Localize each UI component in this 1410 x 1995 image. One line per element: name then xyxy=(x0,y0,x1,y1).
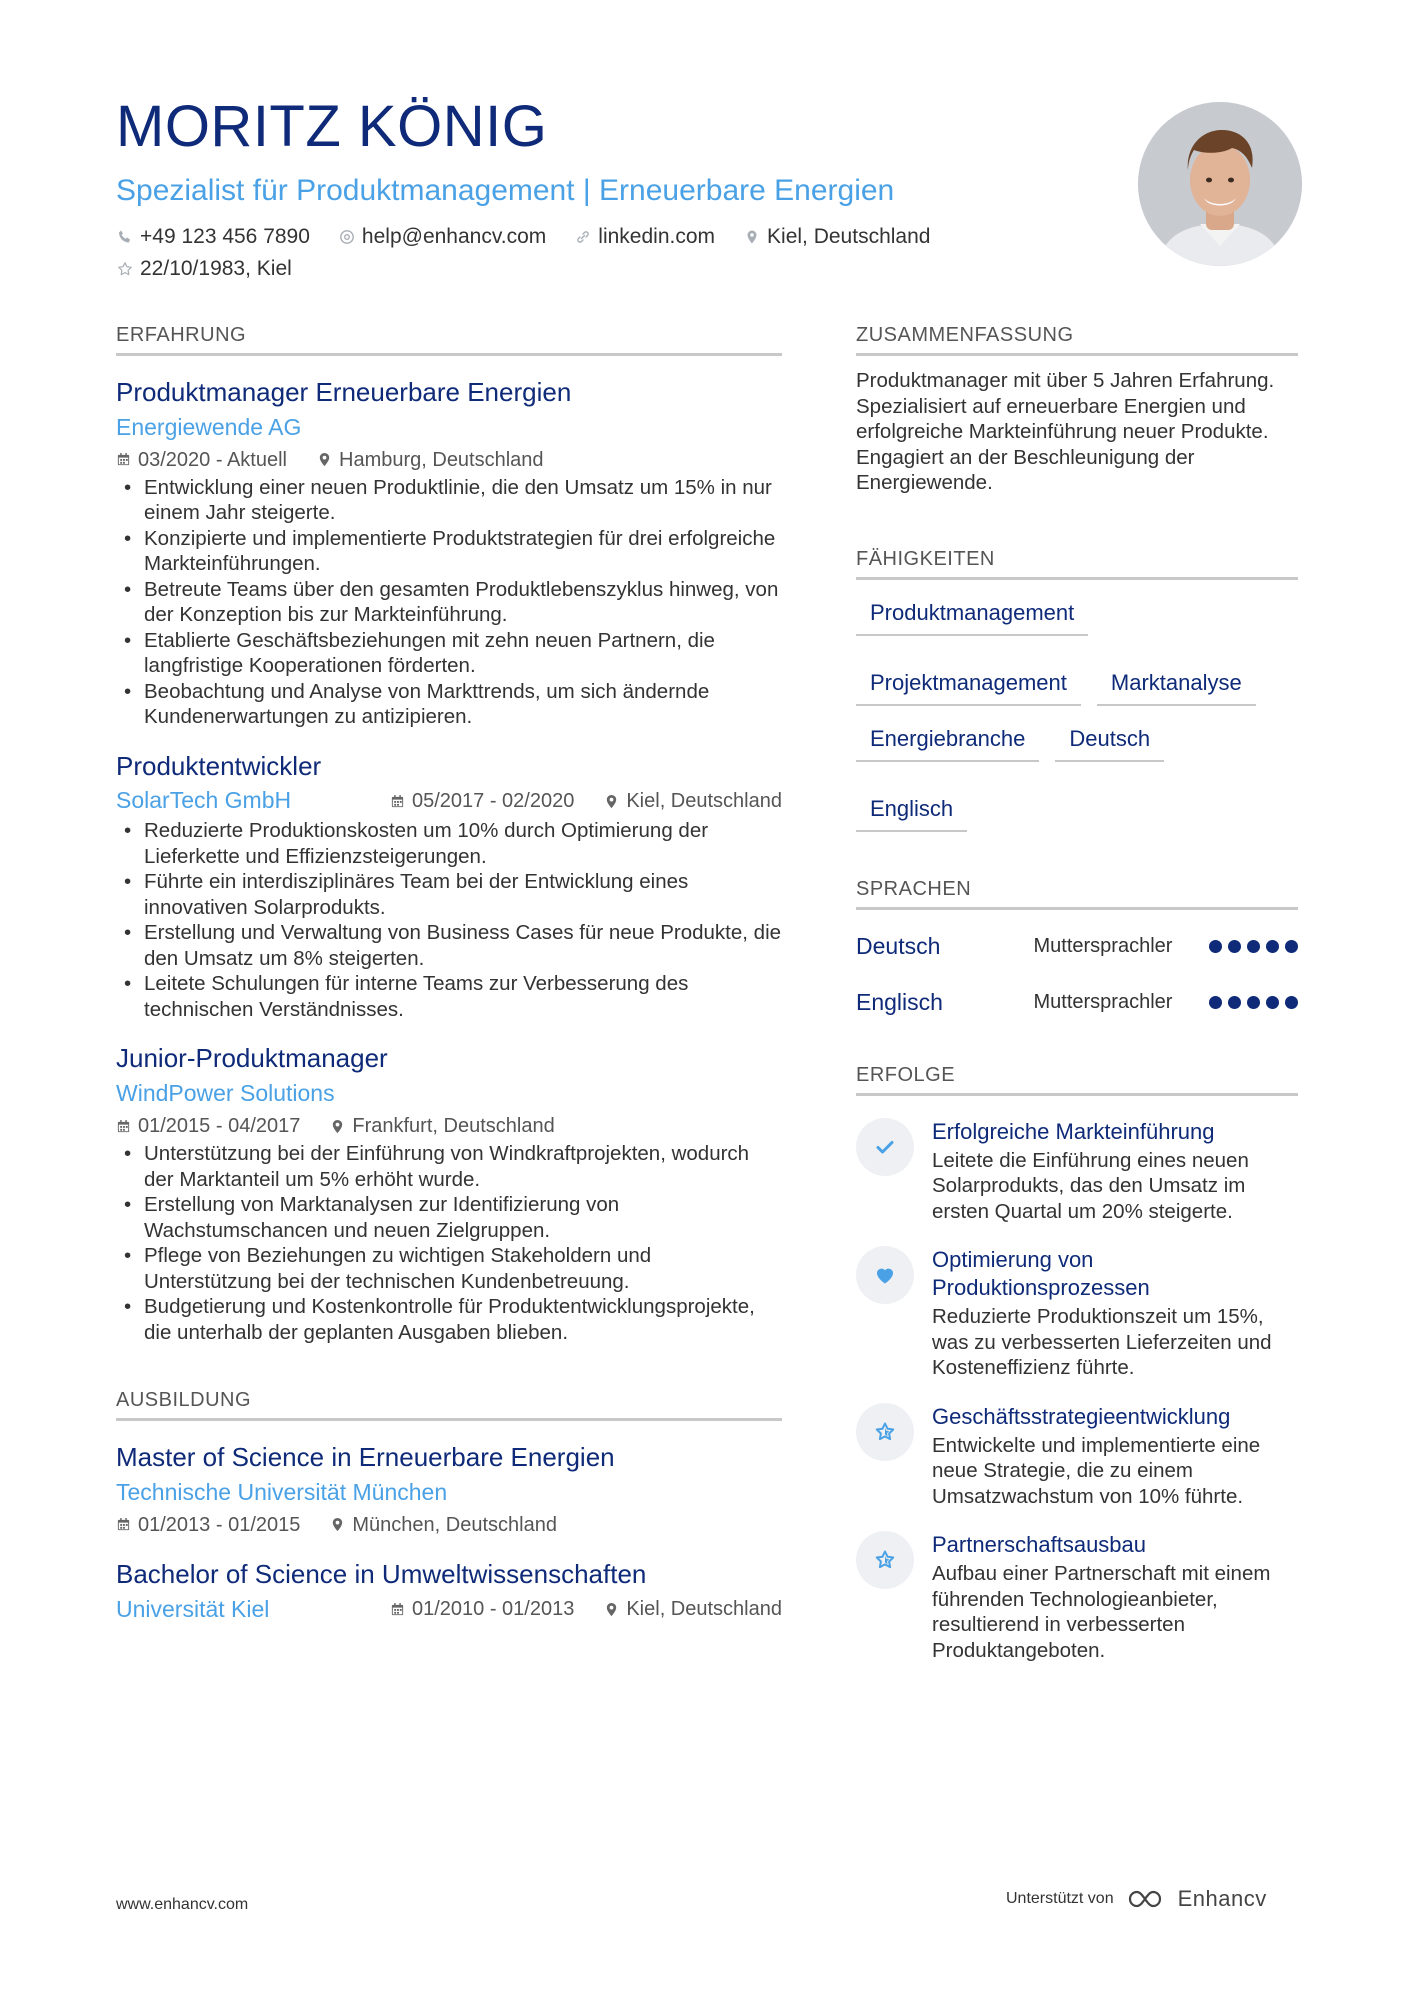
language-name: Englisch xyxy=(856,989,943,1015)
rating-dot xyxy=(1209,996,1222,1009)
star-icon xyxy=(856,1531,914,1589)
phone-text: +49 123 456 7890 xyxy=(140,225,310,248)
candidate-name: MORITZ KÖNIG xyxy=(116,94,548,159)
skills-heading: FÄHIGKEITEN xyxy=(856,548,1298,580)
rating-dot xyxy=(1285,940,1298,953)
achievement-description: Aufbau einer Partnerschaft mit einem führenden Technologieanbieter, resultierend in verbesserten Produktangeboten. xyxy=(932,1562,1271,1662)
education-dates-text: 01/2013 - 01/2015 xyxy=(138,1513,301,1536)
calendar-icon xyxy=(116,1517,131,1532)
job-location-text: Frankfurt, Deutschland xyxy=(352,1115,555,1138)
achievement-item xyxy=(856,1246,1298,1381)
company-name: Energiewende AG xyxy=(116,413,302,440)
education-entry xyxy=(116,1441,782,1538)
education-dates-text: 01/2010 - 01/2013 xyxy=(411,1598,575,1621)
job-bullets xyxy=(116,475,782,730)
brand-logo xyxy=(1126,1886,1267,1912)
language-level: Muttersprachler xyxy=(1033,935,1173,957)
company-name: WindPower Solutions xyxy=(116,1080,335,1107)
job-dates xyxy=(116,447,287,473)
job-entry xyxy=(116,1042,782,1345)
experience-heading: ERFAHRUNG xyxy=(116,324,782,356)
header xyxy=(116,94,1116,281)
job-dates-text: 05/2017 - 02/2020 xyxy=(411,790,575,813)
skill-tag: Englisch xyxy=(856,790,967,832)
location-text: Kiel, Deutschland xyxy=(767,225,931,248)
skills-list xyxy=(856,594,1298,832)
check-icon xyxy=(856,1118,914,1176)
location-pin-icon xyxy=(743,228,761,246)
job-bullet: • Reduzierte Produktionskosten um 10% durch Optimierung der Lieferkette und Effizienzsteigerungen. xyxy=(116,818,782,869)
languages-heading: SPRACHEN xyxy=(856,878,1298,910)
achievement-title: Geschäftsstrategieentwicklung xyxy=(932,1403,1231,1429)
left-column xyxy=(116,324,782,1624)
language-rating xyxy=(1209,996,1298,1009)
achievement-body xyxy=(932,1403,1298,1510)
language-name: Deutsch xyxy=(856,933,941,959)
job-dates-text: 01/2015 - 04/2017 xyxy=(138,1115,301,1138)
job-title: Produktentwickler xyxy=(116,750,322,781)
company-name: SolarTech GmbH xyxy=(116,787,292,814)
job-dates xyxy=(116,1113,300,1139)
job-entry xyxy=(116,750,782,1023)
job-meta xyxy=(116,447,782,473)
job-bullet: • Leitete Schulungen für interne Teams zur Verbesserung des technischen Verständnisses. xyxy=(116,971,782,1022)
job-location xyxy=(604,788,782,814)
school-name: Technische Universität München xyxy=(116,1478,448,1505)
education-heading: AUSBILDUNG xyxy=(116,1389,782,1421)
job-bullet: • Entwicklung einer neuen Produktlinie, die den Umsatz um 15% in nur einem Jahr steigerte. xyxy=(116,475,782,526)
contact-birth xyxy=(116,257,292,281)
summary-heading: ZUSAMMENFASSUNG xyxy=(856,324,1298,356)
job-location-text: Hamburg, Deutschland xyxy=(339,448,544,471)
footer-branding[interactable] xyxy=(1006,1886,1267,1912)
at-icon xyxy=(338,228,356,246)
achievement-title: Partnerschaftsausbau xyxy=(932,1532,1147,1557)
powered-by-text: Unterstützt von xyxy=(1006,1890,1114,1907)
star-icon xyxy=(856,1403,914,1461)
job-bullet: • Etablierte Geschäftsbeziehungen mit zehn neuen Partnern, die langfristige Kooperationen förderten. xyxy=(116,628,782,679)
contact-email[interactable] xyxy=(338,225,546,249)
rating-dot xyxy=(1209,940,1222,953)
achievement-item xyxy=(856,1118,1298,1225)
achievement-title: Erfolgreiche Markteinführung xyxy=(932,1118,1215,1144)
education-meta xyxy=(390,1596,782,1622)
education-location-text: München, Deutschland xyxy=(352,1513,557,1536)
job-bullet: • Unterstützung bei der Einführung von Windkraftprojekten, wodurch der Marktanteil um 5% erhöht wurde. xyxy=(116,1141,782,1192)
location-pin-icon xyxy=(330,1119,345,1134)
education-school-row xyxy=(116,1595,782,1625)
candidate-role: Spezialist für Produktmanagement | Erneuerbare Energien xyxy=(116,174,895,207)
brand-name: Enhancv xyxy=(1177,1886,1267,1911)
contact-list xyxy=(116,225,1016,281)
location-pin-icon xyxy=(604,794,619,809)
school-name: Universität Kiel xyxy=(116,1595,270,1622)
achievement-body xyxy=(932,1118,1298,1225)
star-outline-icon xyxy=(116,260,134,278)
job-meta xyxy=(116,1113,782,1139)
location-pin-icon xyxy=(604,1602,619,1617)
footer-website[interactable]: www.enhancv.com xyxy=(116,1896,249,1913)
heart-icon xyxy=(856,1246,914,1304)
rating-dot xyxy=(1285,996,1298,1009)
right-column xyxy=(856,324,1298,1663)
rating-dot xyxy=(1228,996,1241,1009)
job-bullet: • Pflege von Beziehungen zu wichtigen Stakeholdern und Unterstützung bei der technischen Kundenbetreuung. xyxy=(116,1243,782,1294)
job-bullet: • Beobachtung und Analyse von Markttrends, um sich ändernde Kundenerwartungen zu antizipieren. xyxy=(116,679,782,730)
achievement-title: Optimierung von Produktionsprozessen xyxy=(932,1247,1150,1300)
calendar-icon xyxy=(116,1119,131,1134)
rating-dot xyxy=(1266,940,1279,953)
summary-text: Produktmanager mit über 5 Jahren Erfahrung. Spezialisiert auf erneuerbare Energien und erfolgreiche Markteinführung neuer Produkte. Engagiert an der Beschleunigung der Energiewende. xyxy=(856,369,1275,494)
rating-dot xyxy=(1228,940,1241,953)
education-dates xyxy=(116,1512,300,1538)
job-bullet: • Budgetierung und Kostenkontrolle für Produktentwicklungsprojekte, die unterhalb der geplanten Ausgaben blieben. xyxy=(116,1294,782,1345)
job-title: Junior-Produktmanager xyxy=(116,1043,388,1074)
skill-tag: Projektmanagement xyxy=(856,664,1081,706)
achievement-body xyxy=(932,1531,1298,1663)
education-meta xyxy=(116,1512,782,1538)
job-bullet: • Erstellung von Marktanalysen zur Identifizierung von Wachstumschancen und neuen Zielgruppen. xyxy=(116,1192,782,1243)
job-company-row xyxy=(116,786,782,816)
email-text: help@enhancv.com xyxy=(361,225,547,248)
achievement-item xyxy=(856,1403,1298,1510)
job-bullet: • Betreute Teams über den gesamten Produktlebenszyklus hinweg, von der Konzeption bis zur Markteinführung. xyxy=(116,577,782,628)
link-icon xyxy=(574,228,592,246)
profile-photo xyxy=(1138,102,1302,266)
skill-tag: Marktanalyse xyxy=(1097,664,1256,706)
language-rating xyxy=(1209,940,1298,953)
degree-title: Master of Science in Erneuerbare Energien xyxy=(116,1442,615,1473)
achievements-heading: ERFOLGE xyxy=(856,1064,1298,1096)
education-location xyxy=(604,1596,782,1622)
linkedin-text: linkedin.com xyxy=(598,225,716,248)
degree-title: Bachelor of Science in Umweltwissenschaften xyxy=(116,1558,647,1589)
job-bullet: • Konzipierte und implementierte Produktstrategien für drei erfolgreiche Markteinführungen. xyxy=(116,526,782,577)
achievement-description: Reduzierte Produktionszeit um 15%, was zu verbesserten Lieferzeiten und Kosteneffizienz führte. xyxy=(932,1305,1272,1379)
calendar-icon xyxy=(390,794,405,809)
job-dates xyxy=(390,788,574,814)
avatar-illustration xyxy=(1138,102,1302,266)
calendar-icon xyxy=(116,452,131,467)
job-meta xyxy=(390,788,782,814)
job-location xyxy=(330,1113,554,1139)
job-bullets xyxy=(116,1141,782,1345)
job-location-text: Kiel, Deutschland xyxy=(626,790,782,813)
achievement-description: Entwickelte und implementierte eine neue Strategie, die zu einem Umsatzwachstum von 10% führte. xyxy=(932,1433,1261,1508)
education-entry xyxy=(116,1558,782,1625)
education-location xyxy=(330,1512,557,1538)
language-row xyxy=(856,928,1298,966)
achievement-item xyxy=(856,1531,1298,1663)
location-pin-icon xyxy=(330,1517,345,1532)
job-entry xyxy=(116,376,782,730)
rating-dot xyxy=(1247,940,1260,953)
contact-linkedin[interactable] xyxy=(574,225,715,249)
education-dates xyxy=(390,1596,574,1622)
education-location-text: Kiel, Deutschland xyxy=(626,1598,782,1621)
language-row xyxy=(856,984,1298,1022)
enhancv-logo-icon xyxy=(1126,1887,1170,1911)
rating-dot xyxy=(1266,996,1279,1009)
skill-tag: Produktmanagement xyxy=(856,594,1088,636)
skill-tag: Deutsch xyxy=(1055,720,1164,762)
rating-dot xyxy=(1247,996,1260,1009)
job-title: Produktmanager Erneuerbare Energien xyxy=(116,377,572,407)
job-bullet: • Erstellung und Verwaltung von Business Cases für neue Produkte, die den Umsatz um 8% steigerten. xyxy=(116,920,782,971)
location-pin-icon xyxy=(317,452,332,467)
skill-tag: Energiebranche xyxy=(856,720,1039,762)
calendar-icon xyxy=(390,1602,405,1617)
language-level: Muttersprachler xyxy=(1033,991,1173,1013)
achievement-description: Leitete die Einführung eines neuen Solarprodukts, das den Umsatz im ersten Quartal um 20% steigerte. xyxy=(932,1148,1249,1223)
achievement-body xyxy=(932,1246,1298,1381)
birth-text: 22/10/1983, Kiel xyxy=(140,257,292,280)
job-location xyxy=(317,447,544,473)
phone-icon xyxy=(116,228,134,246)
job-bullet: • Führte ein interdisziplinäres Team bei der Entwicklung eines innovativen Solarprodukts. xyxy=(116,869,782,920)
job-bullets xyxy=(116,818,782,1022)
job-dates-text: 03/2020 - Aktuell xyxy=(138,448,287,471)
contact-phone xyxy=(116,225,310,249)
contact-location xyxy=(743,225,930,249)
